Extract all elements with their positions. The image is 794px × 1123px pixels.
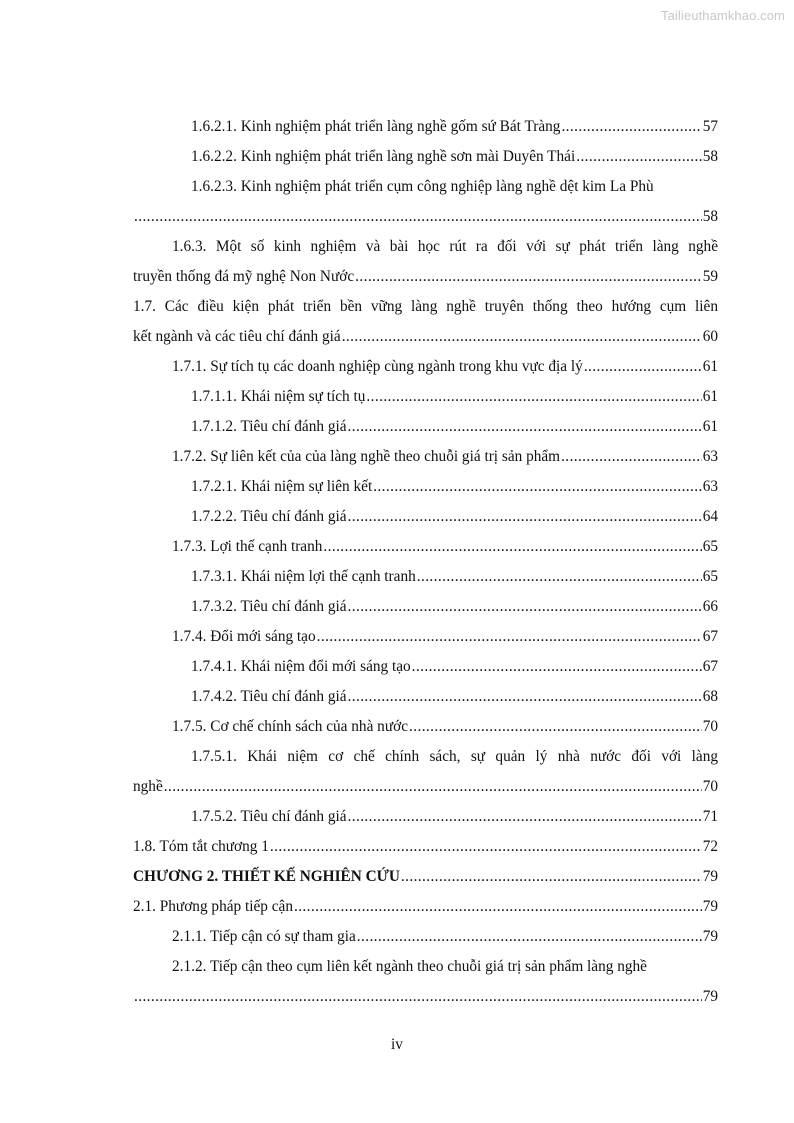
toc-entry-title-line1: 1.7.5.1. Khái niệm cơ chế chính sách, sự quản lý nhà nước đối với làng xyxy=(191,748,718,765)
toc-page-number: 58 xyxy=(702,148,718,165)
leader-dots xyxy=(342,322,702,352)
leader-dots xyxy=(348,502,702,532)
leader-dots xyxy=(412,652,702,682)
toc-entry-1-7-3[interactable] xyxy=(133,532,718,562)
toc-entry-title: 1.7.2.2. Tiêu chí đánh giá xyxy=(191,508,347,525)
toc-page-number: 61 xyxy=(702,388,718,405)
table-of-contents xyxy=(133,112,718,1012)
toc-entry-1-7-3-1[interactable] xyxy=(133,562,718,592)
toc-entry-title: 1.7.4.1. Khái niệm đổi mới sáng tạo xyxy=(191,658,411,675)
toc-page-number: 67 xyxy=(702,628,718,645)
toc-entry-2-1-2-continuation[interactable] xyxy=(133,982,718,1012)
leader-dots xyxy=(357,922,702,952)
toc-entry-title: 1.7.1. Sự tích tụ các doanh nghiệp cùng ngành trong khu vực địa lý xyxy=(172,358,583,375)
watermark-text: Tailieuthamkhao.com xyxy=(660,8,785,23)
toc-page-number: 57 xyxy=(702,118,718,135)
leader-dots xyxy=(348,592,702,622)
leader-dots xyxy=(561,442,702,472)
toc-entry-title: 1.6.2.3. Kinh nghiệm phát triển cụm công nghiệp làng nghề dệt kim La Phù xyxy=(191,178,654,195)
leader-dots xyxy=(134,982,702,1012)
leader-dots xyxy=(323,532,701,562)
toc-entry-1-6-2-3[interactable] xyxy=(133,172,718,202)
toc-entry-title-line2: kết ngành và các tiêu chí đánh giá xyxy=(133,328,341,345)
toc-entry-title: 1.7.3.2. Tiêu chí đánh giá xyxy=(191,598,347,615)
toc-entry-title-line1: 1.7. Các điều kiện phát triển bền vững làng nghề truyên thống theo hướng cụm liên xyxy=(133,298,718,315)
toc-entry-2-1-2[interactable] xyxy=(133,952,718,982)
toc-entry-1-7-5-1[interactable] xyxy=(133,742,718,772)
toc-entry-title: 1.7.2. Sự liên kết của của làng nghề theo chuỗi giá trị sản phẩm xyxy=(172,448,561,465)
toc-entry-title: 1.6.2.2. Kinh nghiệm phát triển làng nghề sơn mài Duyên Thái xyxy=(191,148,576,165)
toc-page-number: 66 xyxy=(702,598,718,615)
toc-entry-2-1-1[interactable] xyxy=(133,922,718,952)
toc-page-number: 63 xyxy=(702,448,718,465)
leader-dots xyxy=(164,772,702,802)
toc-entry-title: 1.8. Tóm tắt chương 1 xyxy=(133,838,269,855)
leader-dots xyxy=(409,712,702,742)
leader-dots xyxy=(348,682,702,712)
leader-dots xyxy=(134,202,702,232)
toc-entry-1-8[interactable] xyxy=(133,832,718,862)
toc-page-number: 70 xyxy=(702,778,718,795)
toc-page-number: 65 xyxy=(702,538,718,555)
toc-entry-title-line2: nghề xyxy=(133,778,163,795)
leader-dots xyxy=(270,832,702,862)
toc-page-number: 65 xyxy=(702,568,718,585)
toc-page-number: 79 xyxy=(702,988,718,1005)
toc-entry-1-7-2-2[interactable] xyxy=(133,502,718,532)
toc-entry-1-7-1-1[interactable] xyxy=(133,382,718,412)
toc-entry-title: 1.7.4.2. Tiêu chí đánh giá xyxy=(191,688,347,705)
toc-entry-chapter-2[interactable] xyxy=(133,862,718,892)
toc-entry-title: 1.7.1.2. Tiêu chí đánh giá xyxy=(191,418,347,435)
toc-entry-title: 1.7.2.1. Khái niệm sự liên kết xyxy=(191,478,373,495)
toc-page-number: 72 xyxy=(702,838,718,855)
toc-entry-title: 1.7.3. Lợi thế cạnh tranh xyxy=(172,538,323,555)
toc-entry-title: 1.7.3.1. Khái niệm lợi thế cạnh tranh xyxy=(191,568,416,585)
toc-page-number: 61 xyxy=(702,418,718,435)
toc-entry-1-7-3-2[interactable] xyxy=(133,592,718,622)
toc-page-number: 64 xyxy=(702,508,718,525)
toc-entry-1-7-2[interactable] xyxy=(133,442,718,472)
leader-dots xyxy=(373,472,702,502)
leader-dots xyxy=(401,862,702,892)
toc-page-number: 63 xyxy=(702,478,718,495)
toc-page-number: 79 xyxy=(702,868,718,885)
toc-chapter-title: CHƯƠNG 2. THIẾT KẾ NGHIÊN CỨU xyxy=(133,868,400,885)
leader-dots xyxy=(355,262,702,292)
toc-entry-title-line2: truyền thống đá mỹ nghệ Non Nước xyxy=(133,268,355,285)
toc-page-number: 79 xyxy=(702,928,718,945)
toc-entry-1-7-5[interactable] xyxy=(133,712,718,742)
toc-page-number: 58 xyxy=(702,208,718,225)
toc-entry-2-1[interactable] xyxy=(133,892,718,922)
toc-page-number: 67 xyxy=(702,658,718,675)
toc-entry-title: 1.7.5.2. Tiêu chí đánh giá xyxy=(191,808,347,825)
toc-entry-1-6-2-2[interactable] xyxy=(133,142,718,172)
toc-entry-title: 1.6.2.1. Kinh nghiệm phát triển làng nghề gốm sứ Bát Tràng xyxy=(191,118,561,135)
leader-dots xyxy=(348,412,702,442)
toc-entry-title: 2.1. Phương pháp tiếp cận xyxy=(133,898,293,915)
page-number: iv xyxy=(391,1036,403,1053)
leader-dots xyxy=(317,622,702,652)
toc-entry-title: 1.7.5. Cơ chế chính sách của nhà nước xyxy=(172,718,409,735)
toc-page-number: 68 xyxy=(702,688,718,705)
toc-entry-1-7-5-2[interactable] xyxy=(133,802,718,832)
leader-dots xyxy=(348,802,702,832)
toc-entry-1-6-2-1[interactable] xyxy=(133,112,718,142)
toc-entry-title: 1.7.1.1. Khái niệm sự tích tụ xyxy=(191,388,366,405)
toc-entry-1-7-1-2[interactable] xyxy=(133,412,718,442)
toc-entry-title: 2.1.1. Tiếp cận có sự tham gia xyxy=(172,928,356,945)
leader-dots xyxy=(294,892,702,922)
toc-page-number: 70 xyxy=(702,718,718,735)
toc-entry-title-line1: 1.6.3. Một số kinh nghiệm và bài học rút ra đối với sự phát triển làng nghề xyxy=(172,238,718,255)
leader-dots xyxy=(576,142,701,172)
toc-page-number: 61 xyxy=(702,358,718,375)
leader-dots xyxy=(584,352,702,382)
toc-entry-title: 2.1.2. Tiếp cận theo cụm liên kết ngành theo chuỗi giá trị sản phẩm làng nghề xyxy=(172,958,647,975)
leader-dots xyxy=(561,112,701,142)
toc-entry-1-7-4-1[interactable] xyxy=(133,652,718,682)
leader-dots xyxy=(366,382,701,412)
toc-entry-1-7-4-2[interactable] xyxy=(133,682,718,712)
toc-entry-1-6-3[interactable] xyxy=(133,232,718,262)
toc-entry-1-7-4[interactable] xyxy=(133,622,718,652)
toc-page-number: 59 xyxy=(702,268,718,285)
toc-page-number: 79 xyxy=(702,898,718,915)
toc-entry-1-7[interactable] xyxy=(133,292,718,322)
toc-entry-1-7-1[interactable] xyxy=(133,352,718,382)
toc-entry-title: 1.7.4. Đổi mới sáng tạo xyxy=(172,628,316,645)
toc-entry-1-7-5-1-continuation[interactable] xyxy=(133,772,718,802)
toc-entry-1-6-3-continuation[interactable] xyxy=(133,262,718,292)
leader-dots xyxy=(417,562,702,592)
toc-entry-1-7-2-1[interactable] xyxy=(133,472,718,502)
toc-entry-1-7-continuation[interactable] xyxy=(133,322,718,352)
toc-page-number: 60 xyxy=(702,328,718,345)
toc-entry-1-6-2-3-continuation[interactable] xyxy=(133,202,718,232)
toc-page-number: 71 xyxy=(702,808,718,825)
